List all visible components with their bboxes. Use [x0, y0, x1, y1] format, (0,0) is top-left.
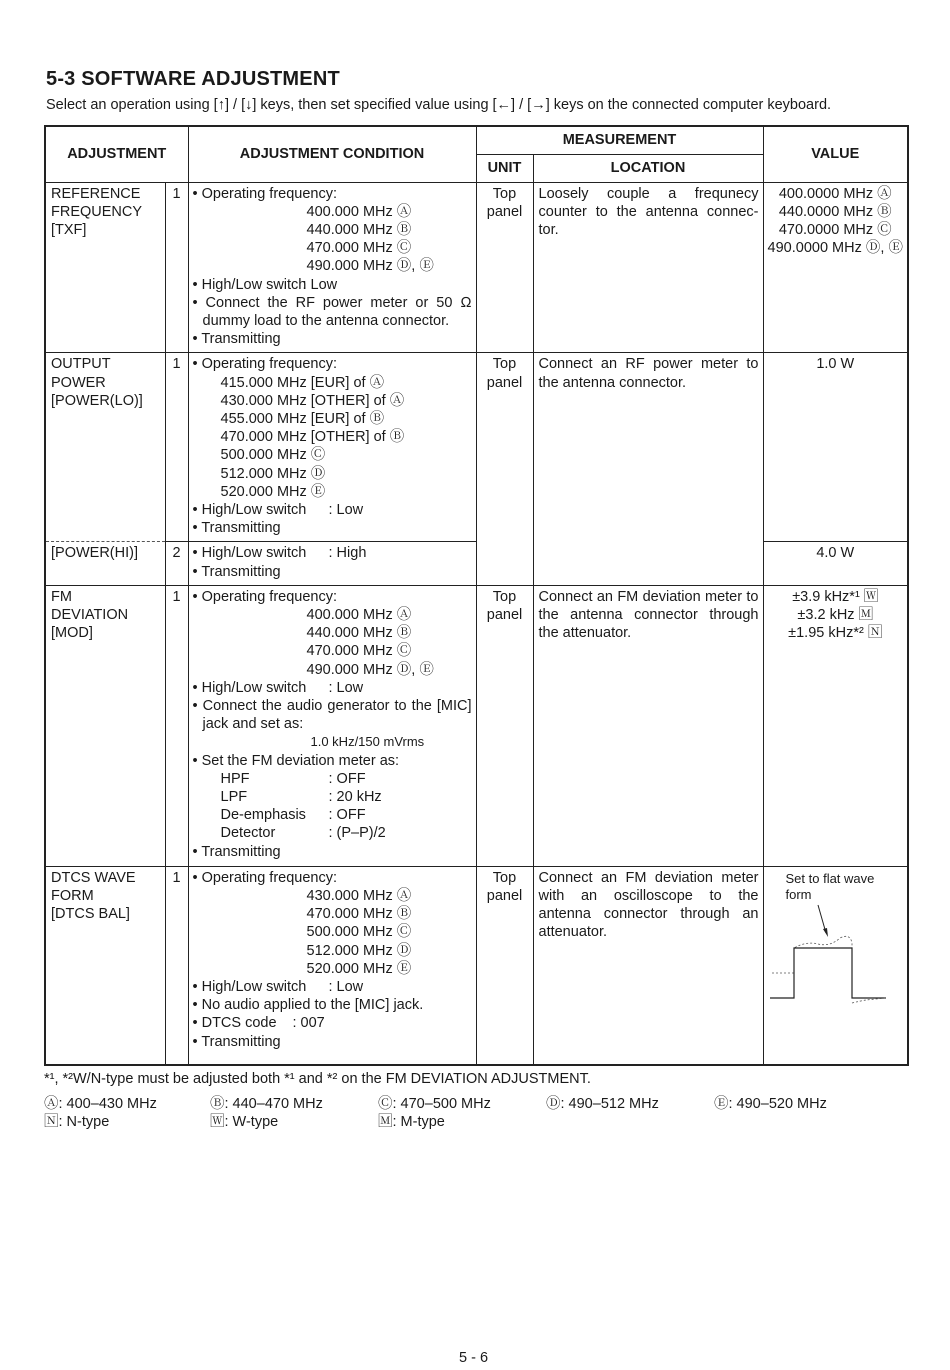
step-number: 1: [165, 353, 188, 542]
header-measurement: MEASUREMENT: [476, 126, 763, 154]
header-value: VALUE: [763, 126, 908, 182]
footnote: *¹, *²W/N-type must be adjusted both *¹ and *² on the FM DEVIATION ADJUSTMENT.: [44, 1071, 591, 1087]
flat-wave: [770, 948, 886, 998]
measurement-location: Connect an FM deviation meter with an oscilloscope to the antenna connector through an attenuator.: [533, 866, 763, 1065]
measurement-unit: Top panel: [476, 353, 533, 585]
undershoot-wave: [852, 998, 886, 1003]
page-number: 5 - 6: [459, 1350, 489, 1366]
legend-item: Ⓑ: 440–470 MHz: [210, 1096, 323, 1112]
adjustment-name: FM DEVIATION [MOD]: [45, 585, 165, 866]
legend-item: 🅆: W-type: [210, 1114, 279, 1130]
measurement-location: Connect an RF power meter to the antenna connector.: [533, 353, 763, 585]
adjustment-name: [POWER(HI)]: [45, 542, 165, 585]
legend-item: Ⓔ: 490–520 MHz: [714, 1096, 827, 1112]
adjustment-condition: • High/Low switch : High • Transmitting: [188, 542, 476, 585]
adjustment-value: 4.0 W: [763, 542, 908, 585]
header-location: LOCATION: [533, 154, 763, 182]
adjustment-name: OUTPUT POWER [POWER(LO)]: [45, 353, 165, 542]
flat-wave-diagram: [766, 903, 906, 1013]
measurement-location: Connect an FM deviation meter to the antenna connector through the attenuator.: [533, 585, 763, 866]
overshoot-wave: [772, 936, 852, 973]
step-number: 1: [165, 866, 188, 1065]
legend-item: 🄽: N-type: [44, 1114, 110, 1130]
adjustment-name: DTCS WAVE FORM [DTCS BAL]: [45, 866, 165, 1065]
adjustment-value: [763, 866, 908, 1065]
pointer-arrowhead: [823, 928, 828, 937]
adjustment-value: 1.0 W: [763, 353, 908, 542]
adjustment-condition: • Operating frequency: 400.000 MHz Ⓐ 440.000 MHz Ⓑ 470.000 MHz Ⓒ 490.000 MHz Ⓓ, Ⓔ • High/Low switch : Low • Connect the audio generator to the [MIC] jack and set as: 1.0 kHz/150 mVrms • Set the FM deviation meter as: HPF : OFF LPF : 20 kHz De-emphasis : OFF Detector : (P–P)/2 • Transmitting: [188, 585, 476, 866]
adjustment-table: [44, 125, 909, 1066]
wave-note: Set to flat wave form: [785, 870, 875, 902]
measurement-unit: Top panel: [476, 866, 533, 1065]
measurement-unit: Top panel: [476, 585, 533, 866]
header-condition: ADJUSTMENT CONDITION: [188, 126, 476, 182]
step-number: 1: [165, 585, 188, 866]
step-number: 1: [165, 182, 188, 353]
legend-item: Ⓓ: 490–512 MHz: [546, 1096, 659, 1112]
band-legend: [44, 1095, 827, 1131]
header-adjustment: ADJUSTMENT: [45, 126, 188, 182]
table-row: [45, 585, 908, 866]
measurement-unit: Top panel: [476, 182, 533, 353]
adjustment-value: 400.0000 MHz Ⓐ 440.0000 MHz Ⓑ 470.0000 MHz Ⓒ 490.0000 MHz Ⓓ, Ⓔ: [763, 182, 908, 353]
adjustment-value: ±3.9 kHz*¹ 🅆 ±3.2 kHz 🄼 ±1.95 kHz*² 🄽: [763, 585, 908, 866]
measurement-location: Loosely couple a frequnecy counter to the antenna connec-tor.: [533, 182, 763, 353]
adjustment-condition: • Operating frequency: 400.000 MHz Ⓐ 440.000 MHz Ⓑ 470.000 MHz Ⓒ 490.000 MHz Ⓓ, Ⓔ • High/Low switch: Low • Connect the RF power meter or 50 Ω dummy load to the antenna connector. • Transmitting: [188, 182, 476, 353]
legend-item: Ⓒ: 470–500 MHz: [378, 1096, 491, 1112]
step-number: 2: [165, 542, 188, 585]
adjustment-condition: • Operating frequency: 415.000 MHz [EUR] of Ⓐ 430.000 MHz [OTHER] of Ⓐ 455.000 MHz [EUR] of Ⓑ 470.000 MHz [OTHER] of Ⓑ 500.000 MHz Ⓒ 512.000 MHz Ⓓ 520.000 MHz Ⓔ • High/Low switch : Low • Transmitting: [188, 353, 476, 542]
page-title: 5-3 SOFTWARE ADJUSTMENT: [46, 68, 340, 90]
legend-item: 🄼: M-type: [378, 1114, 445, 1130]
table-row: [45, 182, 908, 353]
header-unit: UNIT: [476, 154, 533, 182]
adjustment-condition: • Operating frequency: 430.000 MHz Ⓐ 470.000 MHz Ⓑ 500.000 MHz Ⓒ 512.000 MHz Ⓓ 520.000 MHz Ⓔ • High/Low switch : Low • No audio applied to the [MIC] jack. • DTCS code : 007 • Transmitting: [188, 866, 476, 1065]
intro-text: Select an operation using [↑] / [↓] keys, then set specified value using [←] / [→] keys on the connected computer keyboard.: [46, 97, 832, 113]
table-row: [45, 866, 908, 1065]
adjustment-name: REFERENCE FREQUENCY [TXF]: [45, 182, 165, 353]
legend-item: Ⓐ: 400–430 MHz: [44, 1096, 157, 1112]
table-row: [45, 353, 908, 542]
